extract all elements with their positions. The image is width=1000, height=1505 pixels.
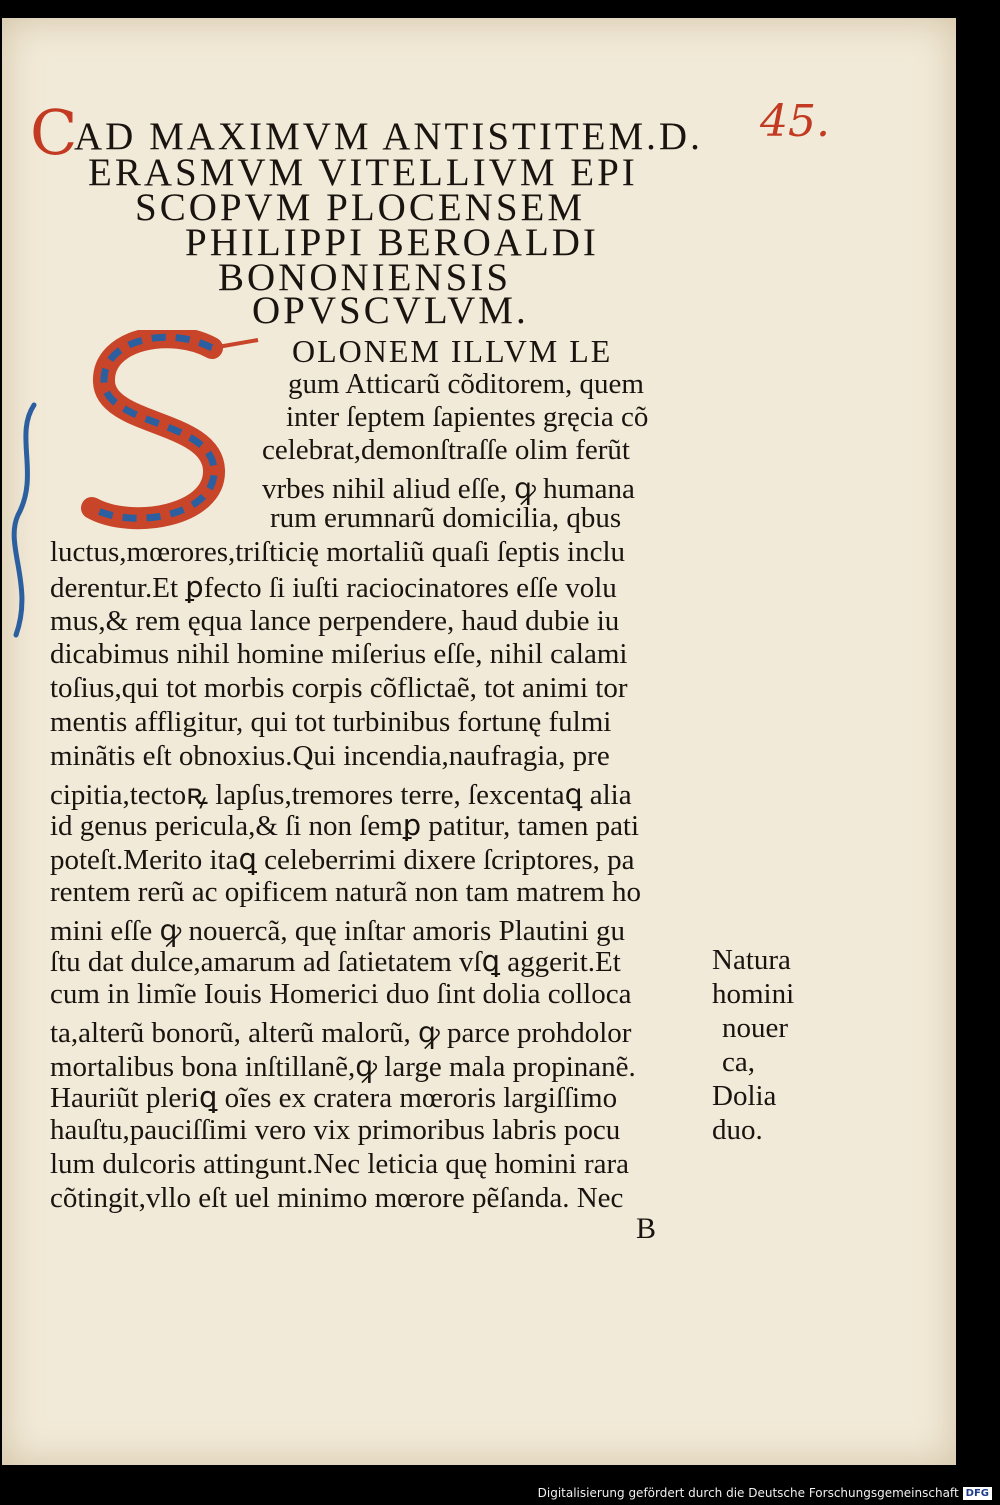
text-line: cum in limĩe Iouis Homerici duo ſint dolia colloca <box>50 978 632 1010</box>
text-line: mini eſſe ꝙ nouercã, quę inſtar amoris Plautini gu <box>50 915 626 947</box>
marginal-blue-flourish <box>4 395 44 655</box>
footer-credit <box>538 1486 992 1500</box>
margin-note: nouer <box>722 1012 789 1044</box>
dfg-logo-icon: DFG <box>963 1487 992 1500</box>
text-line: inter ſeptem ſapientes gręcia cõ <box>286 401 649 433</box>
text-line: luctus,mœrores,triſticię mortaliũ quaſi ſeptis inclu <box>50 536 626 568</box>
text-line: cõtingit,vllo eſt uel minimo mœrore pẽſanda. Nec <box>50 1182 624 1214</box>
heading-line: SCOPVM PLOCENSEM <box>135 186 586 229</box>
text-line: gum Atticarũ cõditorem, quem <box>288 368 644 400</box>
signature-mark: B <box>636 1212 657 1245</box>
folio-number: 45. <box>760 96 830 147</box>
heading-line: ERASMVM VITELLIVM EPI <box>88 151 638 194</box>
text-line: dicabimus nihil homine miſerius eſſe, nihil calami <box>50 638 628 670</box>
initial-letter-text: S <box>162 450 163 451</box>
text-line: lum dulcoris attingunt.Nec leticia quę homini rara <box>50 1148 630 1180</box>
margin-note: Dolia <box>712 1080 777 1112</box>
heading-line: AD MAXIMVM ANTISTITEM.D. <box>74 115 703 158</box>
margin-note: ca, <box>722 1046 755 1078</box>
text-line: celebrat,demonſtraſſe olim ferũt <box>262 434 630 466</box>
margin-note: Natura <box>712 944 791 976</box>
heading-line: OPVSCVLVM. <box>252 289 529 332</box>
text-line: poteſt.Merito itaꝗ celeberrimi dixere ſcriptores, pa <box>50 844 635 876</box>
text-line: id genus pericula,& ſi non ſemꝑ patitur, tamen pati <box>50 810 640 842</box>
text-line: rum erumnarũ domicilia, qbus <box>270 502 622 534</box>
text-line: ſtu dat dulce,amarum ad ſatietatem vſꝗ aggerit.Et <box>50 946 621 978</box>
text-line: cipitia,tectoꝶ lapſus,tremores terre, ſexcentaꝗ alia <box>50 779 632 811</box>
text-line: ta,alterũ bonorũ, alterũ malorũ, ꝙ parce prohdolor <box>50 1017 632 1049</box>
decorated-initial-letter <box>62 330 262 530</box>
text-line: derentur.Et ꝑfecto ſi iuſti raciocinatores eſſe volu <box>50 572 617 604</box>
margin-note: duo. <box>712 1114 763 1146</box>
heading-line: BONONIENSIS <box>218 256 512 299</box>
text-line: hauſtu,pauciſſimi vero vix primoribus labris pocu <box>50 1114 621 1146</box>
text-line: minãtis eſt obnoxius.Qui incendia,naufragia, pre <box>50 740 610 772</box>
text-line: OLONEM ILLVM LE <box>292 333 613 369</box>
text-line: vrbes nihil aliud eſſe, ꝙ humana <box>262 473 635 505</box>
text-line: mortalibus bona inſtillanẽ,ꝙ large mala propinanẽ. <box>50 1051 636 1083</box>
heading-line: PHILIPPI BEROALDI <box>185 221 599 264</box>
text-line: mus,& rem ęqua lance perpendere, haud dubie iu <box>50 605 620 637</box>
margin-note: homini <box>712 978 795 1010</box>
text-line: rentem rerũ ac opificem naturã non tam matrem ho <box>50 876 642 908</box>
footer-text: Digitalisierung gefördert durch die Deutsche Forschungsgemeinschaft <box>537 1486 959 1500</box>
pilcrow-mark: C <box>30 96 78 169</box>
text-line: toſius,qui tot morbis corpis cõflictaẽ, tot animi tor <box>50 672 628 704</box>
text-line: mentis affligitur, qui tot turbinibus fortunę fulmi <box>50 706 612 738</box>
text-line: Hauriũt pleriꝗ oĩes ex cratera mœroris largiſſimo <box>50 1082 618 1114</box>
